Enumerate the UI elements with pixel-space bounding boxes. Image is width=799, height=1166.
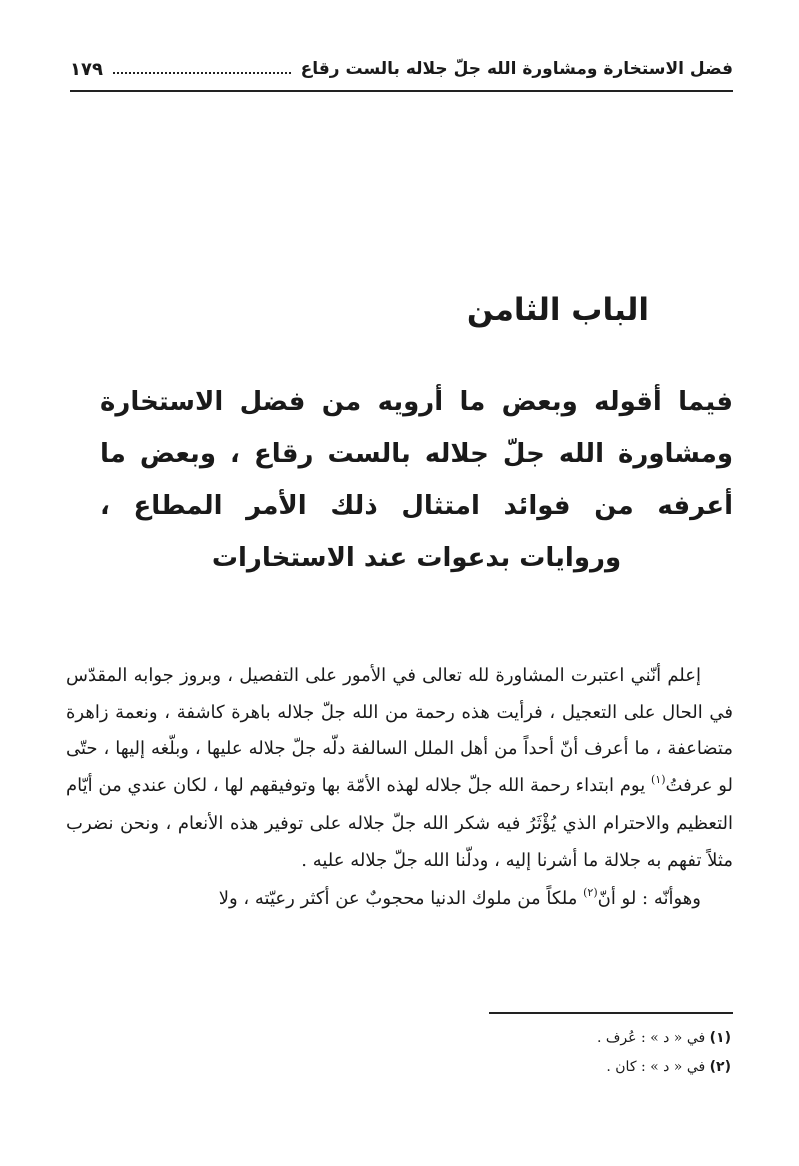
footnote — [300, 1024, 731, 1053]
running-header-title: فضل الاستخارة ومشاورة الله جلّ جلاله بالست رقاع — [300, 59, 733, 79]
running-header — [70, 54, 733, 84]
dot-leader — [113, 72, 291, 74]
footnote — [300, 1053, 731, 1082]
footnote-text: في « د » : كان . — [606, 1059, 710, 1075]
paragraph-text: ملكاً من ملوك الدنيا محجوبٌ عن أكثر رعيّته ، ولا — [218, 888, 584, 909]
footnote-mark: (١) — [709, 1030, 731, 1046]
footnotes — [300, 1024, 731, 1082]
footnote-rule — [489, 1012, 733, 1014]
header-rule — [70, 90, 733, 92]
footnote-text: في « د » : عُرف . — [597, 1030, 710, 1046]
paragraph-text: إعلم أنّني اعتبرت المشاورة لله تعالى في الأمور على التفصيل ، وبروز جوابه المقدّس في الحال على التعجيل ، فرأيت هذه رحمة من الله جلّ جلاله باهرة كاشفة ، ونعمة زاهرة متضاعفة ، ما أعرف أنّ أحداً من أهل الملل السالفة دلّه جلّ جلاله عليها ، وبلّغه إليها ، حتّى لو عرفتُ — [66, 665, 733, 796]
footnote-mark: (٢) — [709, 1059, 731, 1075]
chapter-label: الباب الثامن — [466, 292, 649, 328]
paragraph — [66, 881, 733, 920]
paragraph-text: وهوأنّه : لو أنّ — [597, 888, 701, 909]
paragraph — [66, 658, 733, 879]
footnote-ref: (٢) — [583, 886, 598, 899]
body-text — [66, 658, 733, 920]
paragraph-text: يوم ابتداء رحمة الله جلّ جلاله لهذه الأمّة بها وتوفيقهم لها ، لكان عندي من أيّام التعظيم والاحترام الذي يُؤْثَرُ فيه شكر الله جلّ جلاله على توفير هذه الأنعام ، ونحن نضرب مثلاً تفهم به جلالة ما أشرنا إليه ، ودلّنا الله جلّ جلاله عليه . — [66, 774, 733, 871]
page-number: ١٧٩ — [70, 58, 103, 80]
chapter-title: فيما أقوله وبعض ما أرويه من فضل الاستخارة ومشاورة الله جلّ جلاله بالست رقاع ، وبعض ما أعرفه من فوائد امتثال ذلك الأمر المطاع ، وروايات بدعوات عند الاستخارات — [100, 387, 733, 573]
footnote-ref: (١) — [650, 772, 666, 786]
